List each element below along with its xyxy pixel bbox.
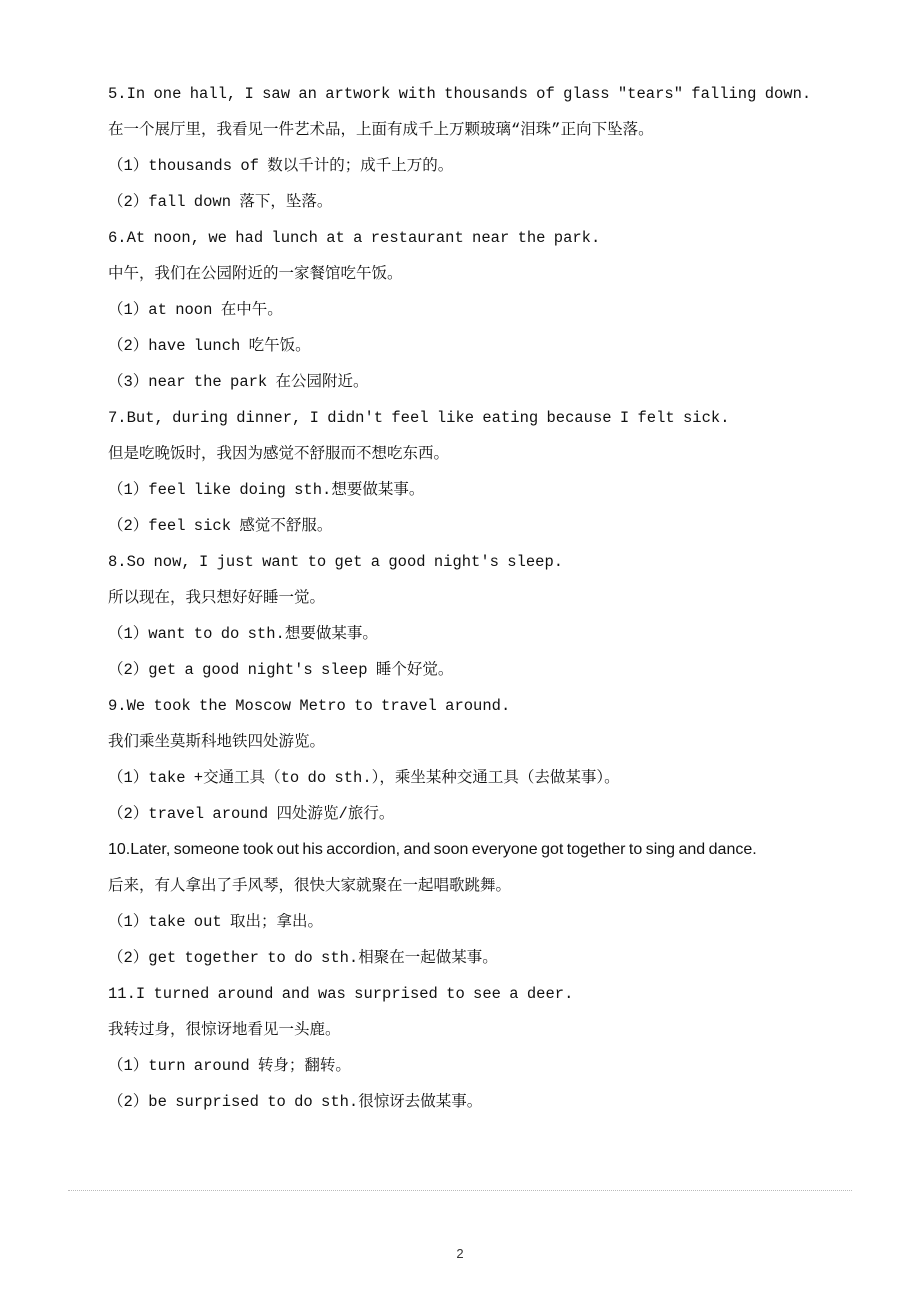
- sentence-english: 7.But, during dinner, I didn't feel like eating because I felt sick.: [108, 409, 730, 427]
- phrase-note: （1）turn around 转身；翻转。: [108, 1057, 351, 1075]
- phrase-note: （1）feel like doing sth.想要做某事。: [108, 481, 425, 499]
- footer-divider: [68, 1190, 852, 1191]
- phrase-note: （2）feel sick 感觉不舒服。: [108, 517, 333, 535]
- sentence-english: 8.So now, I just want to get a good night's sleep.: [108, 553, 564, 571]
- document-body: [68, 76, 852, 1120]
- phrase-note: （1）thousands of 数以千计的；成千上万的。: [108, 157, 454, 175]
- sentence-english: 11.I turned around and was surprised to see a deer.: [108, 985, 574, 1003]
- phrase-note: （2）have lunch 吃午饭。: [108, 337, 311, 355]
- sentence-english: 6.At noon, we had lunch at a restaurant near the park.: [108, 229, 601, 247]
- phrase-note: （1）take +交通工具（to do sth.），乘坐某种交通工具（去做某事）。: [108, 769, 620, 787]
- phrase-note: （1）want to do sth.想要做某事。: [108, 625, 378, 643]
- phrase-note: （2）get together to do sth.相聚在一起做某事。: [108, 949, 498, 967]
- phrase-note: （2）fall down 落下，坠落。: [108, 193, 333, 211]
- sentence-english: 9.We took the Moscow Metro to travel around.: [108, 697, 511, 715]
- sentence-translation: 我转过身，很惊讶地看见一头鹿。: [108, 1021, 341, 1039]
- sentence-translation: 所以现在，我只想好好睡一觉。: [108, 589, 326, 607]
- sentence-translation: 我们乘坐莫斯科地铁四处游览。: [108, 733, 326, 751]
- sentence-translation: 在一个展厅里，我看见一件艺术品，上面有成千上万颗玻璃“泪珠”正向下坠落。: [108, 121, 654, 139]
- phrase-note: （1）at noon 在中午。: [108, 301, 283, 319]
- sentence-translation: 中午，我们在公园附近的一家餐馆吃午饭。: [108, 265, 403, 283]
- sentence-english: 10.Later, someone took out his accordion, and soon everyone got together to sing and dance.: [108, 841, 757, 858]
- phrase-note: （1）take out 取出；拿出。: [108, 913, 324, 931]
- page-number: 2: [456, 1246, 464, 1261]
- phrase-note: （2）travel around 四处游览/旅行。: [108, 805, 395, 823]
- phrase-note: （2）be surprised to do sth.很惊讶去做某事。: [108, 1093, 483, 1111]
- sentence-english: 5.In one hall, I saw an artwork with thousands of glass "tears" falling down.: [108, 85, 812, 103]
- sentence-translation: 后来，有人拿出了手风琴，很快大家就聚在一起唱歌跳舞。: [108, 877, 512, 895]
- phrase-note: （3）near the park 在公园附近。: [108, 373, 369, 391]
- phrase-note: （2）get a good night's sleep 睡个好觉。: [108, 661, 454, 679]
- sentence-translation: 但是吃晚饭时，我因为感觉不舒服而不想吃东西。: [108, 445, 450, 463]
